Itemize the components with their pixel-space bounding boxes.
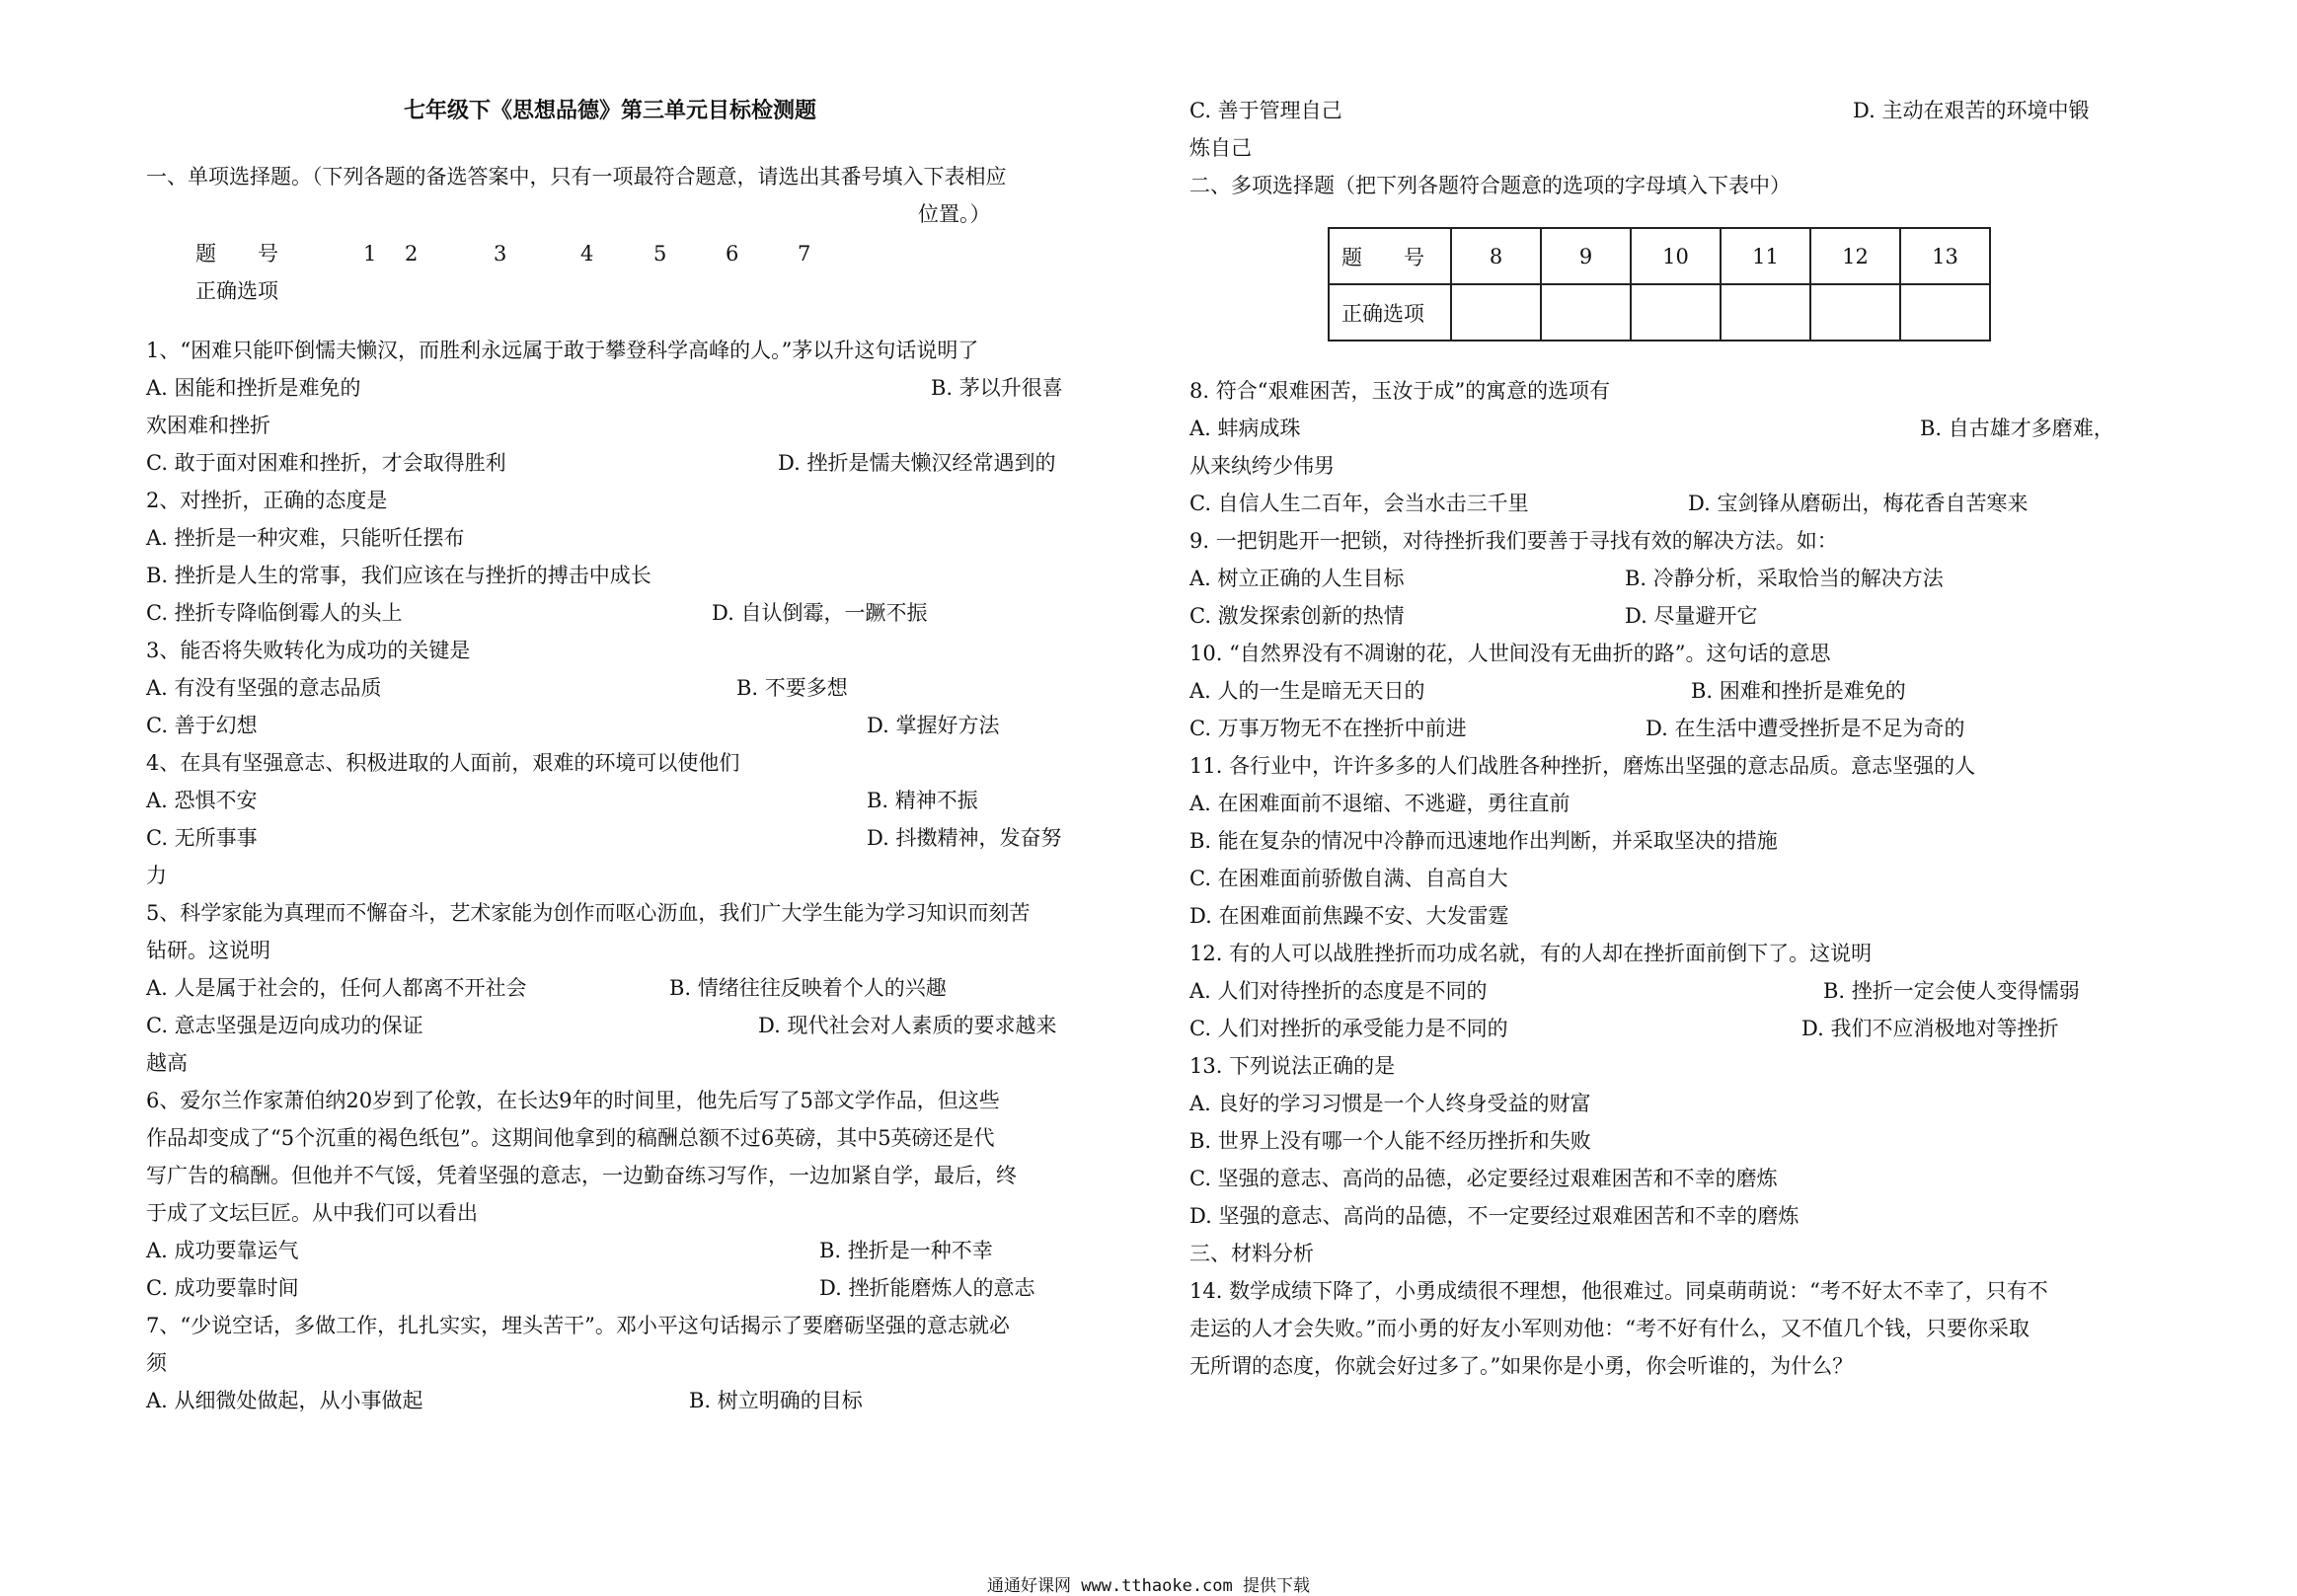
- q11-option-b: B. 能在复杂的情况中冷静而迅速地作出判断，并采取坚决的措施: [1189, 829, 1778, 853]
- page-title: 七年级下《思想品德》第三单元目标检测题: [403, 98, 816, 123]
- answer-cell[interactable]: [1900, 284, 1990, 341]
- q4-option-d: D. 抖擞精神，发奋努: [867, 826, 1062, 850]
- table2-num: 11: [1721, 228, 1810, 284]
- question-5-cont: 钻研。这说明: [146, 939, 270, 962]
- answer-cell[interactable]: [1721, 284, 1810, 341]
- question-9: 9. 一把钥匙开一把锁，对待挫折我们要善于寻找有效的解决方法。如：: [1189, 529, 1838, 553]
- table2-num: 12: [1810, 228, 1900, 284]
- q8-option-a: A. 蚌病成珠: [1189, 417, 1301, 440]
- q7-option-b: B. 树立明确的目标: [689, 1389, 863, 1412]
- q4-option-b: B. 精神不振: [867, 789, 978, 812]
- q7-option-d: D. 主动在艰苦的环境中锻: [1853, 99, 2090, 122]
- question-3: 3、能否将失败转化为成功的关键是: [146, 639, 471, 662]
- q8-option-b: B. 自古雄才多磨难，: [1920, 417, 2114, 440]
- q5-option-c: C. 意志坚强是迈向成功的保证: [146, 1014, 423, 1037]
- table-row: [1329, 228, 1990, 284]
- q10-option-a: A. 人的一生是暗无天日的: [1189, 679, 1425, 703]
- table2-num: 10: [1631, 228, 1721, 284]
- section2-heading: 二、多项选择题（把下列各题符合题意的选项的字母填入下表中）: [1189, 174, 1791, 197]
- table-row: [1329, 284, 1990, 341]
- question-14-line-3: 无所谓的态度，你就会好过多了。”如果你是小勇，你会听谁的，为什么？: [1189, 1354, 1854, 1378]
- question-8: 8. 符合“艰难困苦，玉汝于成”的寓意的选项有: [1189, 379, 1611, 403]
- q2-option-a: A. 挫折是一种灾难，只能听任摆布: [146, 526, 465, 550]
- table2-num: 13: [1900, 228, 1990, 284]
- answer-cell[interactable]: [1810, 284, 1900, 341]
- question-4: 4、在具有坚强意志、积极进取的人面前，艰难的环境可以使他们: [146, 751, 740, 775]
- question-1: 1、“困难只能吓倒懦夫懒汉，而胜利永远属于敢于攀登科学高峰的人。”茅以升这句话说明了: [146, 339, 979, 362]
- q10-option-d: D. 在生活中遭受挫折是不足为奇的: [1646, 717, 1965, 740]
- q5-option-d-cont: 越高: [146, 1051, 188, 1075]
- q7-option-c: C. 善于管理自己: [1189, 99, 1342, 122]
- q7-option-d-cont: 炼自己: [1189, 136, 1252, 160]
- q8-option-c: C. 自信人生二百年，会当水击三千里: [1189, 492, 1529, 515]
- q1-option-a: A. 困能和挫折是难免的: [146, 376, 361, 400]
- q9-option-d: D. 尽量避开它: [1625, 604, 1758, 628]
- question-7: 7、“少说空话，多做工作，扎扎实实，埋头苦干”。邓小平这句话揭示了要磨砺坚强的意志就必: [146, 1314, 1010, 1337]
- question-6-line-3: 写广告的稿酬。但他并不气馁，凭着坚强的意志，一边勤奋练习写作，一边加紧自学，最后，终: [146, 1164, 1017, 1187]
- grid1-num: 3: [494, 242, 507, 266]
- q3-option-b: B. 不要多想: [736, 676, 848, 700]
- question-6-line-4: 于成了文坛巨匠。从中我们可以看出: [146, 1201, 478, 1225]
- q13-option-c: C. 坚强的意志、高尚的品德，必定要经过艰难困苦和不幸的磨炼: [1189, 1167, 1778, 1190]
- table2-answer-label: 正确选项: [1329, 284, 1451, 341]
- q13-option-b: B. 世界上没有哪一个人能不经历挫折和失败: [1189, 1129, 1591, 1153]
- multi-choice-answer-table: [1328, 227, 1991, 342]
- answer-cell[interactable]: [1451, 284, 1541, 341]
- grid1-num: 6: [726, 242, 739, 266]
- q13-option-a: A. 良好的学习习惯是一个人终身受益的财富: [1189, 1092, 1591, 1115]
- question-14-line-1: 14. 数学成绩下降了，小勇成绩很不理想，他很难过。同桌萌萌说：“考不好太不幸了，只有不: [1189, 1279, 2048, 1303]
- q2-option-d: D. 自认倒霉，一蹶不振: [712, 601, 928, 625]
- q3-option-d: D. 掌握好方法: [867, 714, 1000, 737]
- question-5: 5、科学家能为真理而不懈奋斗，艺术家能为创作而呕心沥血，我们广大学生能为学习知识而刻苦: [146, 901, 1031, 925]
- q4-option-d-cont: 力: [146, 864, 167, 887]
- question-6-line-2: 作品却变成了“5个沉重的褐色纸包”。这期间他拿到的稿酬总额不过6英磅，其中5英磅还是代: [146, 1126, 995, 1150]
- q13-option-d: D. 坚强的意志、高尚的品德，不一定要经过艰难困苦和不幸的磨炼: [1189, 1204, 1799, 1228]
- table2-head: 题 号: [1329, 228, 1451, 284]
- q5-option-a: A. 人是属于社会的，任何人都离不开社会: [146, 976, 527, 1000]
- table2-num: 9: [1541, 228, 1631, 284]
- q3-option-c: C. 善于幻想: [146, 714, 258, 737]
- q4-option-c: C. 无所事事: [146, 826, 258, 850]
- q4-option-a: A. 恐惧不安: [146, 789, 258, 812]
- grid1-num: 2: [405, 242, 419, 266]
- q5-option-b: B. 情绪往往反映着个人的兴趣: [669, 976, 947, 1000]
- q6-option-d: D. 挫折能磨炼人的意志: [819, 1276, 1035, 1300]
- q8-option-b-cont: 从来纨绔少伟男: [1189, 454, 1335, 478]
- q9-option-c: C. 激发探索创新的热情: [1189, 604, 1405, 628]
- answer-cell[interactable]: [1631, 284, 1721, 341]
- section1-heading: 一、单项选择题。（下列各题的备选答案中，只有一项最符合题意，请选出其番号填入下表相应: [146, 165, 1007, 189]
- q7-option-a: A. 从细微处做起，从小事做起: [146, 1389, 423, 1412]
- q12-option-b: B. 挫折一定会使人变得懦弱: [1823, 979, 2080, 1003]
- q2-option-b: B. 挫折是人生的常事，我们应该在与挫折的搏击中成长: [146, 564, 651, 587]
- q11-option-d: D. 在困难面前焦躁不安、大发雷霆: [1189, 904, 1509, 928]
- question-11: 11. 各行业中，许许多多的人们战胜各种挫折，磨炼出坚强的意志品质。意志坚强的人: [1189, 754, 1976, 778]
- q9-option-b: B. 冷静分析，采取恰当的解决方法: [1625, 567, 1944, 590]
- grid1-num: 1: [363, 242, 377, 266]
- section1-heading-cont: 位置。）: [918, 202, 991, 226]
- q6-option-b: B. 挫折是一种不幸: [819, 1239, 993, 1262]
- question-13: 13. 下列说法正确的是: [1189, 1054, 1396, 1078]
- q1-option-b: B. 茅以升很喜: [931, 376, 1063, 400]
- q11-option-a: A. 在困难面前不退缩、不逃避，勇往直前: [1189, 792, 1570, 815]
- question-6-line-1: 6、爱尔兰作家萧伯纳20岁到了伦敦，在长达9年的时间里，他先后写了5部文学作品，但这些: [146, 1089, 1000, 1112]
- q2-option-c: C. 挫折专降临倒霉人的头上: [146, 601, 403, 625]
- q1-option-c: C. 敢于面对困难和挫折，才会取得胜利: [146, 451, 506, 475]
- table2-num: 8: [1451, 228, 1541, 284]
- q12-option-a: A. 人们对待挫折的态度是不同的: [1189, 979, 1488, 1003]
- q1-option-b-cont: 欢困难和挫折: [146, 414, 270, 437]
- question-14-line-2: 走运的人才会失败。”而小勇的好友小军则劝他：“考不好有什么，又不值几个钱，只要你采取: [1189, 1317, 2029, 1340]
- q10-option-c: C. 万事万物无不在挫折中前进: [1189, 717, 1467, 740]
- q9-option-a: A. 树立正确的人生目标: [1189, 567, 1405, 590]
- grid1-num: 4: [580, 242, 594, 266]
- section3-heading: 三、材料分析: [1189, 1242, 1314, 1265]
- grid1-num: 7: [798, 242, 811, 266]
- q3-option-a: A. 有没有坚强的意志品质: [146, 676, 382, 700]
- q6-option-a: A. 成功要靠运气: [146, 1239, 299, 1262]
- answer-grid-1-answer-row: [146, 272, 1074, 310]
- page-footer: 通通好课网 www.tthaoke.com 提供下载: [987, 1576, 1310, 1596]
- question-2: 2、对挫折，正确的态度是: [146, 489, 388, 512]
- answer-grid-1-head-row: [146, 235, 1074, 272]
- q1-option-d: D. 挫折是懦夫懒汉经常遇到的: [778, 451, 1056, 475]
- q8-option-d: D. 宝剑锋从磨砺出，梅花香自苦寒来: [1688, 492, 2029, 515]
- question-7-cont: 须: [146, 1351, 167, 1375]
- grid1-num: 5: [653, 242, 667, 266]
- q5-option-d: D. 现代社会对人素质的要求越来: [758, 1014, 1057, 1037]
- q12-option-d: D. 我们不应消极地对等挫折: [1801, 1017, 2059, 1040]
- q11-option-c: C. 在困难面前骄傲自满、自高自大: [1189, 867, 1508, 890]
- q12-option-c: C. 人们对挫折的承受能力是不同的: [1189, 1017, 1508, 1040]
- question-12: 12. 有的人可以战胜挫折而功成名就，有的人却在挫折面前倒下了。这说明: [1189, 942, 1873, 965]
- q10-option-b: B. 困难和挫折是难免的: [1691, 679, 1906, 703]
- question-10: 10. “自然界没有不凋谢的花，人世间没有无曲折的路”。这句话的意思: [1189, 642, 1831, 665]
- grid1-answer-label: 正确选项: [195, 279, 278, 303]
- answer-cell[interactable]: [1541, 284, 1631, 341]
- q6-option-c: C. 成功要靠时间: [146, 1276, 299, 1300]
- grid1-head: 题 号: [195, 242, 278, 266]
